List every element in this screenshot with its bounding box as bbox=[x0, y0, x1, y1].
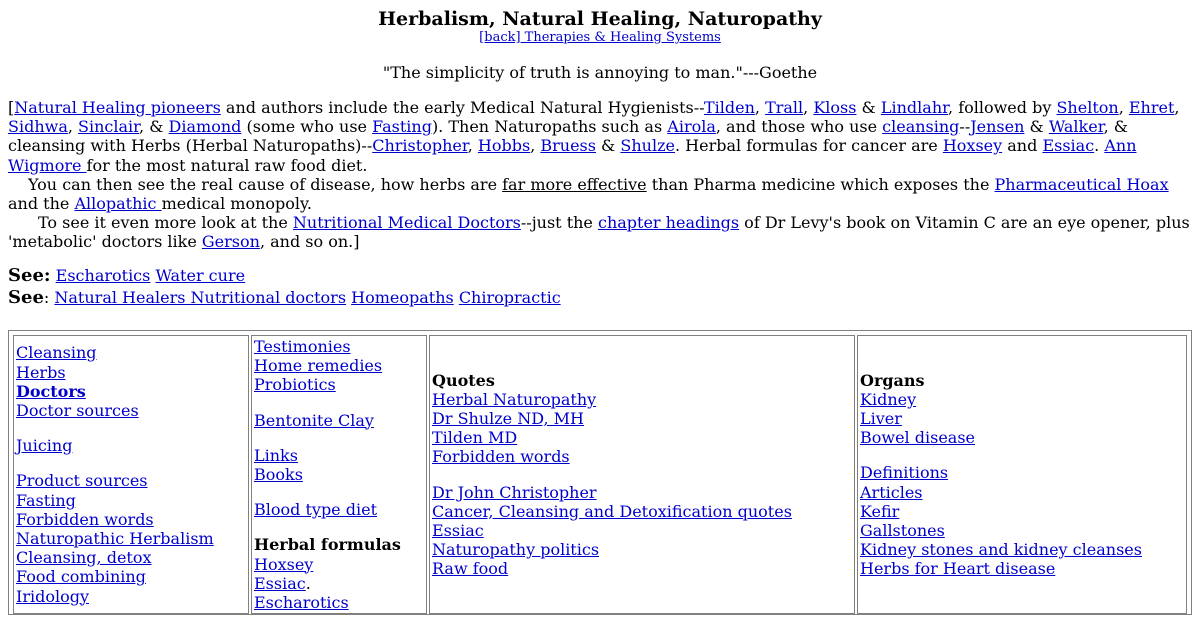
text: and bbox=[1002, 136, 1043, 156]
food-combining-link[interactable]: Food combining bbox=[16, 567, 146, 587]
nutritional-medical-doctors-link[interactable]: Nutritional Medical Doctors bbox=[292, 213, 521, 233]
testimonies-link[interactable]: Testimonies bbox=[254, 337, 351, 356]
gallstones-link[interactable]: Gallstones bbox=[860, 521, 945, 541]
see-label: See: bbox=[8, 264, 51, 286]
text: , and so on.] bbox=[259, 232, 360, 252]
sinclair-link[interactable]: Sinclair bbox=[78, 117, 140, 137]
probiotics-link[interactable]: Probiotics bbox=[254, 375, 336, 395]
trall-link[interactable]: Trall bbox=[765, 98, 804, 117]
text: , followed by bbox=[948, 98, 1057, 117]
herbs-heart-disease-link[interactable]: Herbs for Heart disease bbox=[860, 559, 1056, 579]
escharotics-link[interactable]: Escharotics bbox=[55, 265, 151, 285]
fasting-link[interactable]: Fasting bbox=[372, 117, 432, 137]
text: & bbox=[595, 136, 621, 156]
blood-type-diet-link[interactable]: Blood type diet bbox=[254, 500, 377, 520]
essiac-link[interactable]: Essiac bbox=[1042, 136, 1095, 156]
herbal-naturopathy-link[interactable]: Herbal Naturopathy bbox=[432, 389, 597, 409]
airola-link[interactable]: Airola bbox=[667, 117, 716, 137]
natural-healers-link[interactable]: Natural Healers bbox=[54, 287, 191, 307]
intro-paragraph-2 bbox=[8, 175, 1192, 213]
text: To see it even more look at the bbox=[38, 213, 293, 233]
intro-paragraph-1 bbox=[8, 98, 1192, 175]
text: -- bbox=[959, 117, 971, 137]
diamond-link[interactable]: Diamond bbox=[168, 117, 242, 137]
text: of Dr Levy's book on Vitamin C are an eye opener, plus 'metabolic' doctors like bbox=[8, 213, 1190, 252]
books-link[interactable]: Books bbox=[254, 465, 303, 485]
chiropractic-link[interactable]: Chiropractic bbox=[458, 287, 561, 307]
pharmaceutical-hoax-link[interactable]: Pharmaceutical Hoax bbox=[994, 174, 1169, 194]
text: , and those who use bbox=[715, 117, 883, 137]
topics-column-3 bbox=[429, 335, 855, 614]
text: . bbox=[1094, 136, 1105, 156]
tilden-link[interactable]: Tilden bbox=[703, 98, 755, 117]
home-remedies-link[interactable]: Home remedies bbox=[254, 356, 383, 376]
links-link[interactable]: Links bbox=[254, 445, 298, 465]
cleansing-link[interactable]: cleansing bbox=[882, 117, 960, 137]
text: (some who use bbox=[241, 117, 373, 137]
doctor-sources-link[interactable]: Doctor sources bbox=[16, 401, 139, 420]
naturopathy-politics-link[interactable]: Naturopathy politics bbox=[432, 540, 600, 560]
hobbs-link[interactable]: Hobbs bbox=[477, 136, 531, 156]
goethe-quote: "The simplicity of truth is annoying to man."---Goethe bbox=[382, 63, 818, 82]
text: ). Then Naturopaths such as bbox=[431, 117, 668, 137]
herbal-formulas-heading: Herbal formulas bbox=[254, 535, 401, 555]
topics-column-2 bbox=[251, 335, 427, 614]
text: & bbox=[1024, 117, 1049, 137]
text: , bbox=[803, 98, 814, 117]
essiac-link[interactable]: Essiac bbox=[432, 521, 484, 541]
herbs-link[interactable]: Herbs bbox=[16, 362, 66, 382]
definitions-link[interactable]: Definitions bbox=[860, 463, 949, 483]
see-also-row-1 bbox=[8, 265, 1192, 287]
topics-column-1 bbox=[13, 335, 249, 614]
product-sources-link[interactable]: Product sources bbox=[16, 471, 148, 491]
cleansing-link[interactable]: Cleansing bbox=[16, 343, 97, 363]
ehret-link[interactable]: Ehret bbox=[1128, 98, 1175, 117]
kidney-stones-link[interactable]: Kidney stones and kidney cleanses bbox=[860, 540, 1142, 560]
tilden-md-link[interactable]: Tilden MD bbox=[432, 428, 518, 448]
shulze-link[interactable]: Shulze bbox=[620, 136, 675, 156]
essiac-link[interactable]: Essiac bbox=[254, 573, 306, 593]
topics-column-4 bbox=[857, 335, 1187, 614]
topics-table bbox=[8, 330, 1192, 615]
kefir-link[interactable]: Kefir bbox=[860, 501, 900, 521]
text: for the most natural raw food diet. bbox=[86, 155, 368, 175]
text: , bbox=[467, 136, 478, 156]
text: , bbox=[530, 136, 541, 156]
doctors-link[interactable]: Doctors bbox=[16, 381, 86, 401]
dr-john-christopher-link[interactable]: Dr John Christopher bbox=[432, 482, 597, 502]
juicing-link[interactable]: Juicing bbox=[16, 436, 73, 456]
bentonite-clay-link[interactable]: Bentonite Clay bbox=[254, 410, 374, 430]
far-more-effective-link[interactable]: far more effective bbox=[502, 174, 647, 194]
chapter-headings-link[interactable]: chapter headings bbox=[597, 213, 740, 233]
text: [ bbox=[8, 98, 15, 117]
see-also bbox=[8, 265, 1192, 309]
forbidden-words-link[interactable]: Forbidden words bbox=[16, 509, 154, 529]
dr-shulze-link[interactable]: Dr Shulze ND, MH bbox=[432, 409, 584, 428]
jensen-link[interactable]: Jensen bbox=[970, 117, 1025, 137]
bowel-disease-link[interactable]: Bowel disease bbox=[860, 428, 976, 448]
back-link[interactable]: [back] Therapies & Healing Systems bbox=[479, 30, 721, 45]
fasting-link[interactable]: Fasting bbox=[16, 490, 76, 510]
nutritional-doctors-link[interactable]: Nutritional doctors bbox=[190, 287, 347, 307]
bruess-link[interactable]: Bruess bbox=[540, 136, 596, 156]
cancer-cleansing-quotes-link[interactable]: Cancer, Cleansing and Detoxification quotes bbox=[432, 501, 792, 521]
hoxsey-link[interactable]: Hoxsey bbox=[254, 554, 314, 574]
text: , & cleansing with Herbs (Herbal Naturopaths)-- bbox=[8, 117, 1128, 156]
water-cure-link[interactable]: Water cure bbox=[155, 265, 246, 285]
text: : bbox=[43, 287, 50, 307]
naturopathic-herbalism-link[interactable]: Naturopathic Herbalism bbox=[16, 529, 214, 549]
text: . bbox=[305, 573, 311, 593]
text: & bbox=[856, 98, 881, 117]
allopathic-link[interactable]: Allopathic bbox=[74, 194, 162, 214]
ann-wigmore-link[interactable]: Ann Wigmore bbox=[8, 136, 1137, 175]
text: than Pharma medicine which exposes the bbox=[646, 174, 995, 194]
text: . Herbal formulas for cancer are bbox=[674, 136, 943, 156]
liver-link[interactable]: Liver bbox=[860, 409, 902, 428]
raw-food-link[interactable]: Raw food bbox=[432, 559, 509, 579]
see-label: See bbox=[8, 286, 44, 308]
shelton-link[interactable]: Shelton bbox=[1056, 98, 1119, 117]
page-title: Herbalism, Natural Healing, Naturopathy bbox=[378, 8, 822, 30]
gerson-link[interactable]: Gerson bbox=[201, 232, 260, 252]
see-also-row-2 bbox=[8, 287, 1192, 309]
hoxsey-link[interactable]: Hoxsey bbox=[942, 136, 1003, 156]
text: You can then see the real cause of disease, how herbs are bbox=[28, 174, 503, 194]
natural-healing-pioneers-link[interactable]: Natural Healing pioneers bbox=[14, 98, 221, 117]
intro-text bbox=[8, 98, 1192, 252]
walker-link[interactable]: Walker bbox=[1048, 117, 1104, 137]
text: and the bbox=[8, 194, 75, 214]
christopher-link[interactable]: Christopher bbox=[372, 136, 468, 156]
text: medical monopoly. bbox=[161, 194, 313, 214]
iridology-link[interactable]: Iridology bbox=[16, 586, 89, 606]
forbidden-words-link[interactable]: Forbidden words bbox=[432, 447, 570, 467]
intro-paragraph-3 bbox=[8, 213, 1192, 251]
text: , bbox=[1174, 98, 1180, 117]
text: , bbox=[754, 98, 766, 117]
articles-link[interactable]: Articles bbox=[860, 482, 923, 502]
kidney-link[interactable]: Kidney bbox=[860, 389, 917, 409]
text: and authors include the early Medical Natural Hygienists-- bbox=[220, 98, 704, 117]
cleansing-detox-link[interactable]: Cleansing, detox bbox=[16, 548, 152, 568]
text: --just the bbox=[520, 213, 598, 233]
text: , & bbox=[139, 117, 169, 137]
quotes-heading: Quotes bbox=[432, 370, 495, 390]
lindlahr-link[interactable]: Lindlahr bbox=[880, 98, 949, 117]
organs-heading: Organs bbox=[860, 370, 925, 390]
kloss-link[interactable]: Kloss bbox=[813, 98, 857, 117]
text: , bbox=[67, 117, 79, 137]
escharotics-link[interactable]: Escharotics bbox=[254, 593, 349, 613]
sidhwa-link[interactable]: Sidhwa bbox=[8, 117, 68, 137]
text: , bbox=[1118, 98, 1129, 117]
homeopaths-link[interactable]: Homeopaths bbox=[351, 287, 454, 307]
